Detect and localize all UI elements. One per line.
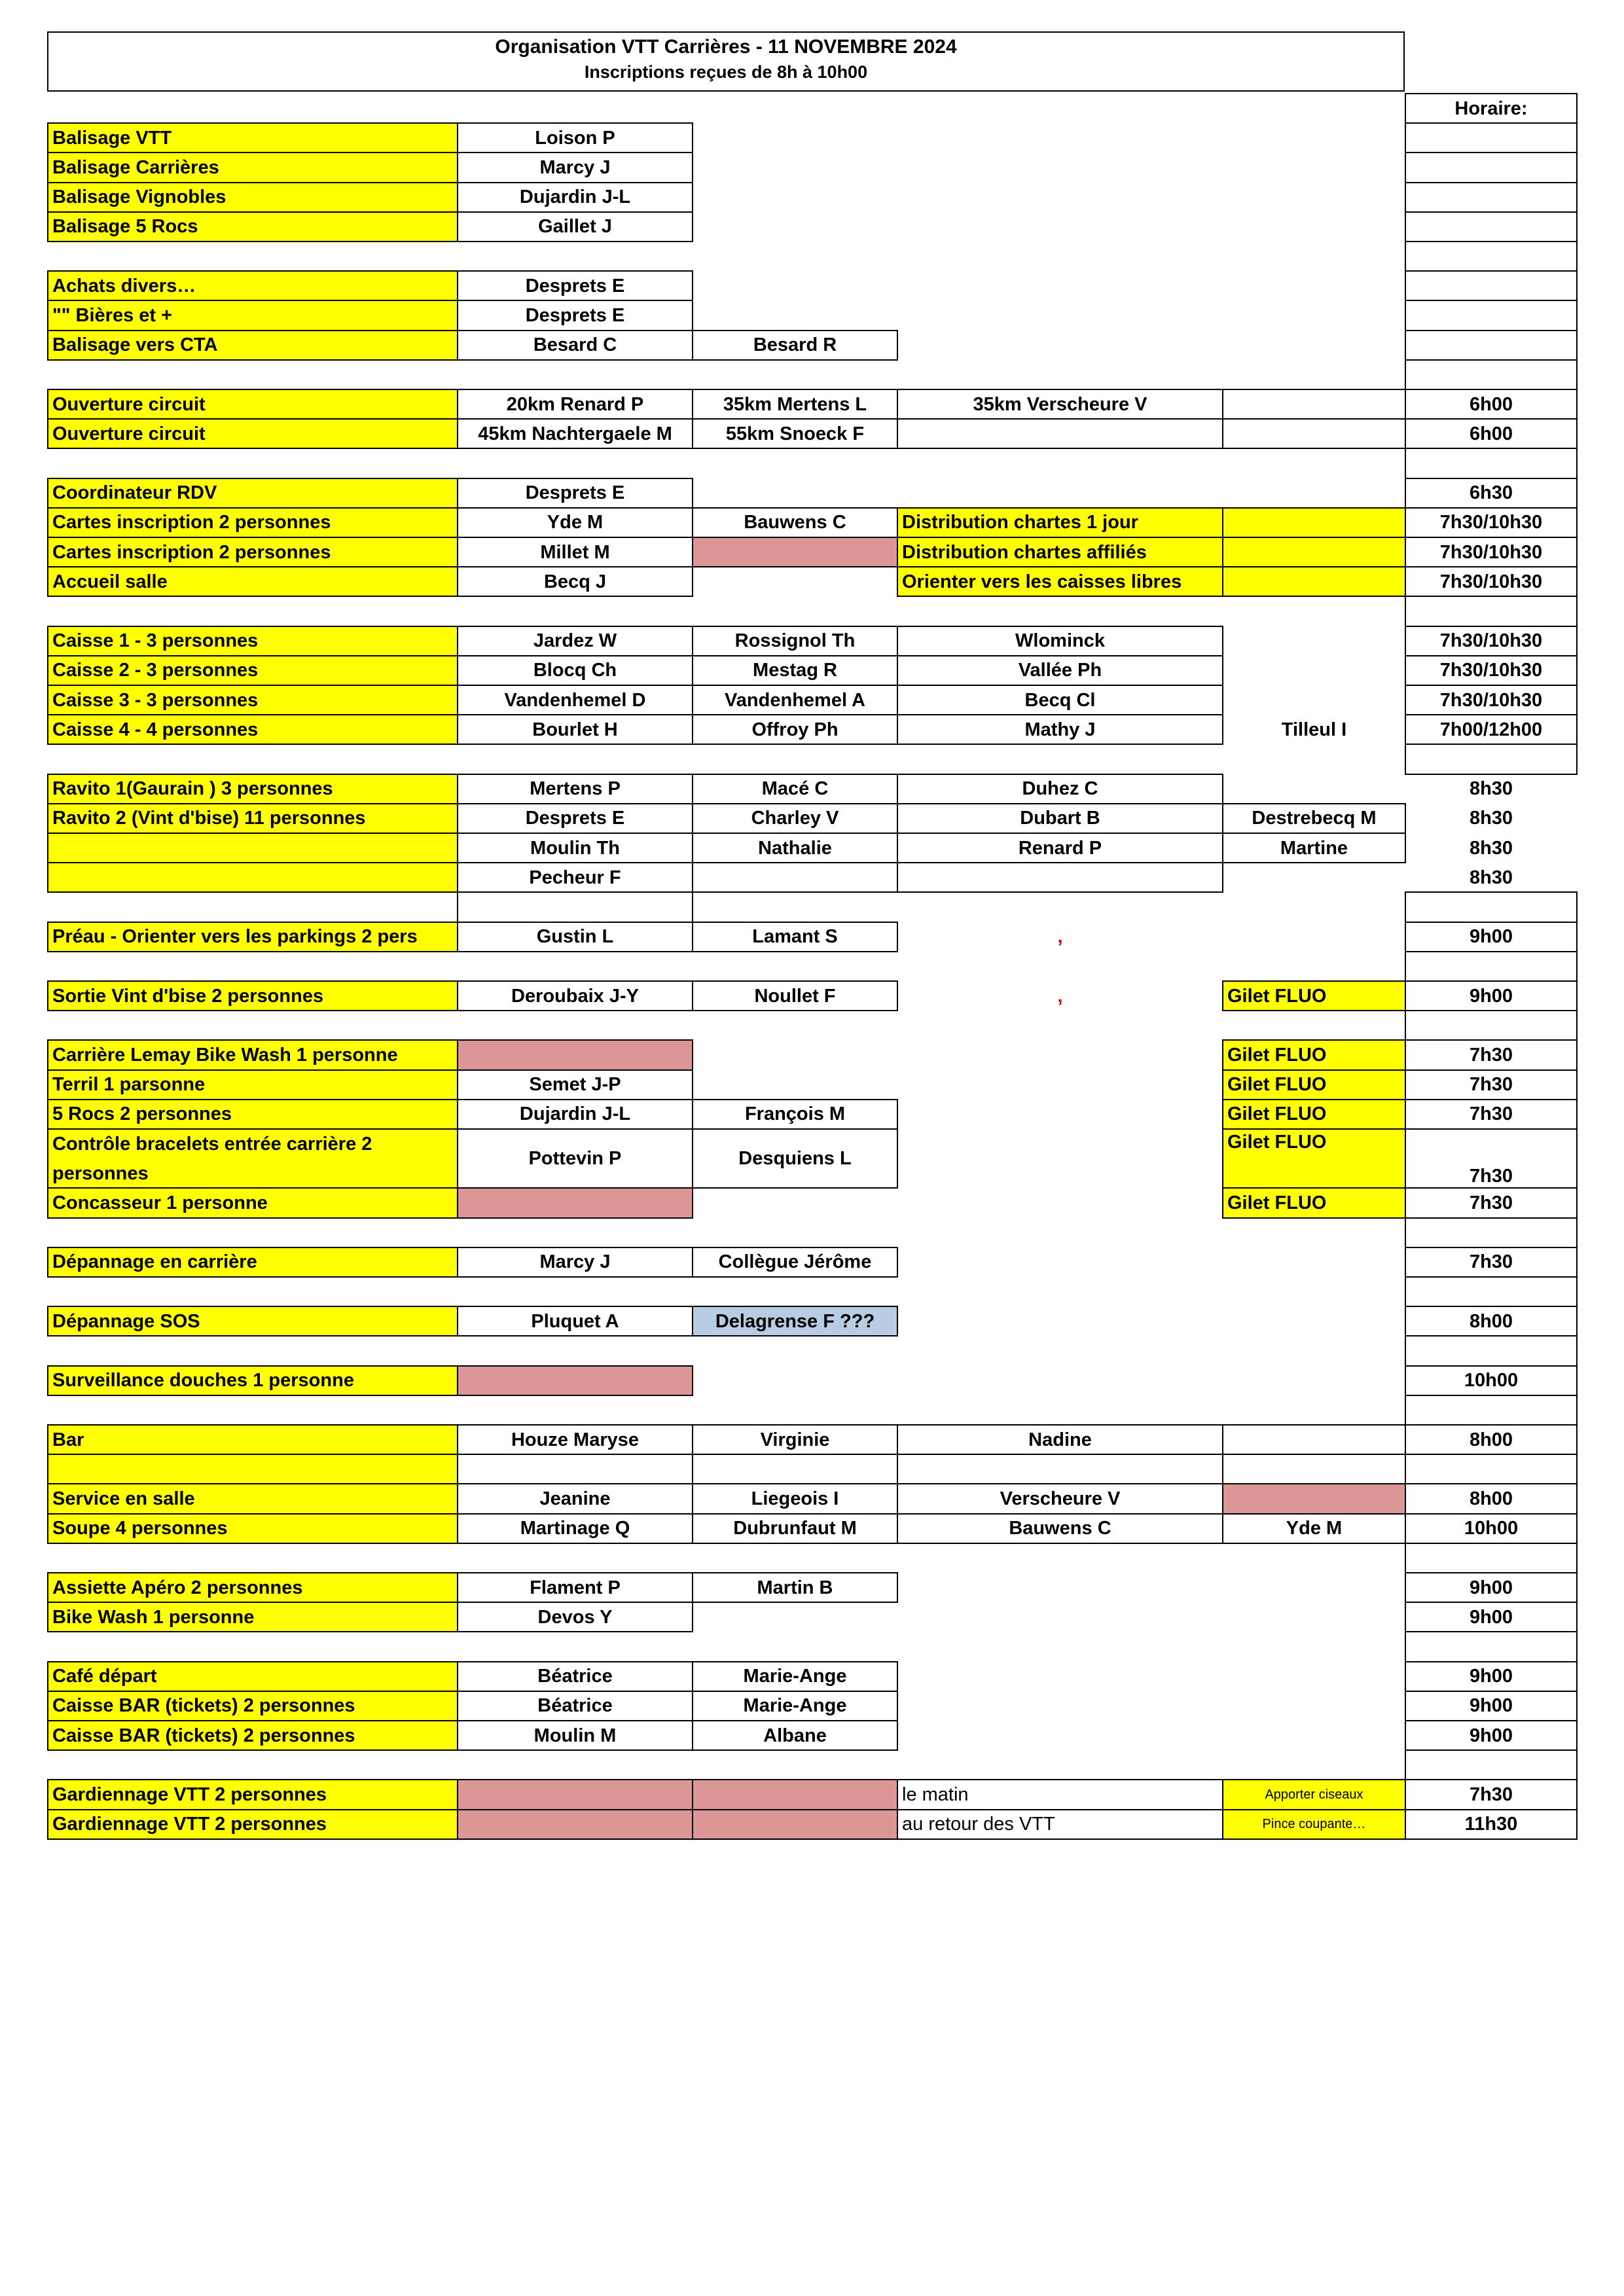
cell-horaire: 9h00 bbox=[1405, 922, 1578, 952]
cell-person-2: Besard R bbox=[692, 330, 898, 361]
cell-role: Concasseur 1 personne bbox=[47, 1187, 458, 1218]
cell-person-1: Martinage Q bbox=[457, 1513, 693, 1544]
cell-person-2: Mestag R bbox=[692, 655, 898, 686]
cell-person-1: Pluquet A bbox=[457, 1306, 693, 1336]
cell-person-1: Pecheur F bbox=[457, 862, 693, 893]
cell-person-1: Vandenhemel D bbox=[457, 685, 693, 715]
cell-horaire bbox=[1405, 744, 1578, 774]
cell-person-2: Charley V bbox=[692, 803, 898, 834]
cell-person-1: Bourlet H bbox=[457, 714, 693, 745]
cell-horaire bbox=[1405, 1543, 1578, 1573]
cell-person-2 bbox=[692, 1454, 898, 1484]
cell-horaire: 7h30/10h30 bbox=[1405, 685, 1578, 715]
cell-role: Bike Wash 1 personne bbox=[47, 1602, 458, 1632]
cell-horaire: 6h00 bbox=[1405, 418, 1578, 449]
cell-role: Balisage Carrières bbox=[47, 152, 458, 183]
cell-horaire bbox=[1405, 891, 1578, 922]
cell-role: Caisse 3 - 3 personnes bbox=[47, 685, 458, 715]
cell-person-4 bbox=[1222, 418, 1406, 449]
cell-person-1: Semet J-P bbox=[457, 1069, 693, 1100]
cell-person-1: 20km Renard P bbox=[457, 389, 693, 420]
cell-horaire: 7h30 bbox=[1405, 1069, 1578, 1100]
cell-person-3: , bbox=[1057, 985, 1063, 1007]
cell-person-1: Jardez W bbox=[457, 626, 693, 656]
cell-role: Ravito 1(Gaurain ) 3 personnes bbox=[47, 774, 458, 804]
cell-person-2: Nathalie bbox=[692, 833, 898, 863]
cell-horaire: 7h30 bbox=[1405, 1187, 1578, 1218]
cell-person-1 bbox=[457, 1187, 693, 1218]
cell-horaire: 8h00 bbox=[1405, 1424, 1578, 1455]
cell-horaire: 7h30 bbox=[1405, 1039, 1578, 1070]
cell-person-2: Offroy Ph bbox=[692, 714, 898, 745]
cell-person-2: Liegeois I bbox=[692, 1483, 898, 1514]
cell-horaire: 8h00 bbox=[1405, 1483, 1578, 1514]
cell-horaire bbox=[1405, 1276, 1578, 1307]
cell-horaire: 7h30 bbox=[1405, 1099, 1578, 1130]
page-title: Organisation VTT Carrières - 11 NOVEMBRE 2024 bbox=[495, 36, 957, 58]
cell-person-1: Desprets E bbox=[457, 300, 693, 331]
cell-role: Caisse 2 - 3 personnes bbox=[47, 655, 458, 686]
cell-person-1: Loison P bbox=[457, 122, 693, 153]
cell-role: Coordinateur RDV bbox=[47, 478, 458, 509]
cell-role: Ouverture circuit bbox=[47, 418, 458, 449]
cell-horaire bbox=[1405, 241, 1578, 272]
cell-horaire: 10h00 bbox=[1405, 1513, 1578, 1544]
cell-horaire bbox=[1405, 211, 1578, 242]
cell-person-4 bbox=[1222, 1424, 1406, 1455]
cell-role: Balisage Vignobles bbox=[47, 182, 458, 213]
cell-person-2: Macé C bbox=[692, 774, 898, 804]
cell-person-3: Dubart B bbox=[897, 803, 1223, 834]
cell-person-1: Desprets E bbox=[457, 803, 693, 834]
cell-person-3: 35km Verscheure V bbox=[897, 389, 1223, 420]
cell-person-4: Gilet FLUO bbox=[1222, 1039, 1406, 1070]
cell-role: Accueil salle bbox=[47, 566, 458, 597]
cell-horaire: 6h00 bbox=[1405, 389, 1578, 420]
cell-person-2: Marie-Ange bbox=[692, 1661, 898, 1692]
cell-person-1 bbox=[457, 1779, 693, 1810]
cell-horaire bbox=[1405, 1631, 1578, 1662]
cell-person-1: Béatrice bbox=[457, 1691, 693, 1721]
cell-person-4: Apporter ciseaux bbox=[1222, 1779, 1406, 1810]
cell-role: Service en salle bbox=[47, 1483, 458, 1514]
cell-horaire bbox=[1405, 1010, 1578, 1041]
page-subtitle: Inscriptions reçues de 8h à 10h00 bbox=[584, 62, 868, 82]
cell-role: Gardiennage VTT 2 personnes bbox=[47, 1779, 458, 1810]
cell-role: Balisage VTT bbox=[47, 122, 458, 153]
cell-role: Cartes inscription 2 personnes bbox=[47, 537, 458, 567]
cell-person-1: Béatrice bbox=[457, 1661, 693, 1692]
cell-person-1 bbox=[457, 1809, 693, 1840]
cell-person-4: Yde M bbox=[1222, 1513, 1406, 1544]
cell-person-2: François M bbox=[692, 1099, 898, 1130]
cell-horaire bbox=[1405, 359, 1578, 390]
cell-person-3: au retour des VTT bbox=[897, 1809, 1223, 1840]
cell-horaire: 8h30 bbox=[1469, 867, 1513, 888]
cell-horaire: 9h00 bbox=[1405, 1720, 1578, 1751]
cell-person-2 bbox=[692, 862, 898, 893]
cell-person-1: Millet M bbox=[457, 537, 693, 567]
cell-horaire: 7h30/10h30 bbox=[1405, 655, 1578, 686]
cell-person-1: Deroubaix J-Y bbox=[457, 980, 693, 1011]
cell-person-2: 55km Snoeck F bbox=[692, 418, 898, 449]
cell-person-2: Desquiens L bbox=[692, 1128, 898, 1189]
cell-horaire: 9h00 bbox=[1405, 980, 1578, 1011]
cell-person-2: Collègue Jérôme bbox=[692, 1247, 898, 1278]
cell-person-3: Verscheure V bbox=[897, 1483, 1223, 1514]
cell-horaire: 7h30 bbox=[1405, 1779, 1578, 1810]
cell-person-3: Bauwens C bbox=[897, 1513, 1223, 1544]
cell-person-1: Jeanine bbox=[457, 1483, 693, 1514]
cell-person-2: Albane bbox=[692, 1720, 898, 1751]
cell-person-4: Pince coupante… bbox=[1222, 1809, 1406, 1840]
cell-person-3: Mathy J bbox=[897, 714, 1223, 745]
cell-person-1: Moulin Th bbox=[457, 833, 693, 863]
cell-person-1: Yde M bbox=[457, 507, 693, 538]
cell-horaire bbox=[1405, 122, 1578, 153]
cell-role: Surveillance douches 1 personne bbox=[47, 1365, 458, 1396]
cell-role: Dépannage SOS bbox=[47, 1306, 458, 1336]
cell-person-2 bbox=[692, 1779, 898, 1810]
cell-person-1 bbox=[457, 1365, 693, 1396]
cell-horaire: 8h30 bbox=[1469, 808, 1513, 829]
cell-role: Assiette Apéro 2 personnes bbox=[47, 1572, 458, 1603]
cell-horaire: 7h00/12h00 bbox=[1405, 714, 1578, 745]
cell-person-4 bbox=[1222, 566, 1406, 597]
cell-horaire bbox=[1405, 270, 1578, 301]
cell-role: Balisage 5 Rocs bbox=[47, 211, 458, 242]
cell-person-2: Virginie bbox=[692, 1424, 898, 1455]
cell-role: Caisse 1 - 3 personnes bbox=[47, 626, 458, 656]
cell-person-1: Pottevin P bbox=[457, 1128, 693, 1189]
cell-person-3: Wlominck bbox=[897, 626, 1223, 656]
cell-horaire: 8h00 bbox=[1405, 1306, 1578, 1336]
cell-horaire: 9h00 bbox=[1405, 1691, 1578, 1721]
cell-role bbox=[47, 833, 458, 863]
cell-person-2: Rossignol Th bbox=[692, 626, 898, 656]
cell-person-4 bbox=[1222, 1454, 1406, 1484]
cell-person-1 bbox=[457, 891, 693, 922]
cell-person-1: Devos Y bbox=[457, 1602, 693, 1632]
cell-person-3: Renard P bbox=[897, 833, 1223, 863]
cell-person-1: Gaillet J bbox=[457, 211, 693, 242]
cell-person-1: Marcy J bbox=[457, 1247, 693, 1278]
horaire-header: Horaire: bbox=[1405, 93, 1578, 124]
cell-person-3: Orienter vers les caisses libres bbox=[897, 566, 1223, 597]
cell-role: Ravito 2 (Vint d'bise) 11 personnes bbox=[47, 803, 458, 834]
cell-role: Ouverture circuit bbox=[47, 389, 458, 420]
cell-person-4 bbox=[1222, 507, 1406, 538]
cell-horaire: 10h00 bbox=[1405, 1365, 1578, 1396]
cell-person-1: Flament P bbox=[457, 1572, 693, 1603]
cell-person-2: Bauwens C bbox=[692, 507, 898, 538]
cell-person-2: Lamant S bbox=[692, 922, 898, 952]
cell-role: Achats divers… bbox=[47, 270, 458, 301]
cell-role: Dépannage en carrière bbox=[47, 1247, 458, 1278]
cell-horaire: 9h00 bbox=[1405, 1602, 1578, 1632]
cell-person-1: Houze Maryse bbox=[457, 1424, 693, 1455]
cell-horaire: 7h30/10h30 bbox=[1405, 566, 1578, 597]
cell-horaire bbox=[1405, 1749, 1578, 1780]
cell-person-1: Besard C bbox=[457, 330, 693, 361]
cell-role: Balisage vers CTA bbox=[47, 330, 458, 361]
cell-horaire bbox=[1405, 1395, 1578, 1426]
cell-horaire: 11h30 bbox=[1405, 1809, 1578, 1840]
cell-person-2 bbox=[692, 537, 898, 567]
cell-role: Préau - Orienter vers les parkings 2 pers bbox=[47, 922, 458, 952]
cell-role: Gardiennage VTT 2 personnes bbox=[47, 1809, 458, 1840]
cell-person-1: Gustin L bbox=[457, 922, 693, 952]
cell-horaire: 7h30 bbox=[1405, 1128, 1578, 1189]
cell-person-1 bbox=[457, 1454, 693, 1484]
cell-horaire: 8h30 bbox=[1469, 778, 1513, 800]
cell-role: Caisse BAR (tickets) 2 personnes bbox=[47, 1691, 458, 1721]
cell-person-3 bbox=[897, 418, 1223, 449]
cell-person-3: Distribution chartes affiliés bbox=[897, 537, 1223, 567]
cell-person-4: Martine bbox=[1222, 833, 1406, 863]
cell-person-4: Gilet FLUO bbox=[1222, 980, 1406, 1011]
cell-person-4: Destrebecq M bbox=[1222, 803, 1406, 834]
cell-person-3: Becq Cl bbox=[897, 685, 1223, 715]
cell-horaire: 9h00 bbox=[1405, 1661, 1578, 1692]
cell-person-1: Becq J bbox=[457, 566, 693, 597]
cell-horaire: 7h30/10h30 bbox=[1405, 626, 1578, 656]
cell-horaire bbox=[1405, 1454, 1578, 1484]
cell-person-4: Gilet FLUO bbox=[1222, 1099, 1406, 1130]
cell-role bbox=[47, 862, 458, 893]
cell-person-2: Vandenhemel A bbox=[692, 685, 898, 715]
cell-horaire bbox=[1405, 951, 1578, 982]
cell-person-3: Duhez C bbox=[897, 774, 1223, 804]
cell-role: Cartes inscription 2 personnes bbox=[47, 507, 458, 538]
cell-horaire bbox=[1405, 1217, 1578, 1248]
cell-role: Contrôle bracelets entrée carrière 2 personnes bbox=[47, 1128, 458, 1189]
cell-role: Café départ bbox=[47, 1661, 458, 1692]
cell-person-1: Dujardin J-L bbox=[457, 1099, 693, 1130]
cell-person-4: Gilet FLUO bbox=[1222, 1187, 1406, 1218]
cell-horaire: 8h30 bbox=[1469, 837, 1513, 859]
cell-person-1: Mertens P bbox=[457, 774, 693, 804]
cell-person-1: Blocq Ch bbox=[457, 655, 693, 686]
cell-person-1 bbox=[457, 1039, 693, 1070]
cell-role: 5 Rocs 2 personnes bbox=[47, 1099, 458, 1130]
cell-person-4: Gilet FLUO bbox=[1222, 1069, 1406, 1100]
cell-person-4: Gilet FLUO bbox=[1222, 1128, 1406, 1189]
cell-horaire bbox=[1405, 1335, 1578, 1366]
cell-horaire bbox=[1405, 152, 1578, 183]
cell-role: Caisse BAR (tickets) 2 personnes bbox=[47, 1720, 458, 1751]
cell-person-2: 35km Mertens L bbox=[692, 389, 898, 420]
cell-person-1: Dujardin J-L bbox=[457, 182, 693, 213]
cell-horaire: 9h00 bbox=[1405, 1572, 1578, 1603]
cell-role: Carrière Lemay Bike Wash 1 personne bbox=[47, 1039, 458, 1070]
cell-person-4 bbox=[1222, 389, 1406, 420]
cell-person-3: Vallée Ph bbox=[897, 655, 1223, 686]
cell-person-2: Delagrense F ??? bbox=[692, 1306, 898, 1336]
cell-person-1: Desprets E bbox=[457, 270, 693, 301]
cell-role bbox=[47, 1454, 458, 1484]
cell-person-3 bbox=[897, 1454, 1223, 1484]
cell-person-3: Nadine bbox=[897, 1424, 1223, 1455]
cell-person-3: le matin bbox=[897, 1779, 1223, 1810]
cell-horaire bbox=[1405, 300, 1578, 331]
cell-person-4 bbox=[1222, 537, 1406, 567]
cell-horaire: 7h30/10h30 bbox=[1405, 537, 1578, 567]
cell-person-1: Marcy J bbox=[457, 152, 693, 183]
cell-horaire bbox=[1405, 330, 1578, 361]
cell-person-3 bbox=[897, 862, 1223, 893]
cell-person-2: Marie-Ange bbox=[692, 1691, 898, 1721]
cell-role: Soupe 4 personnes bbox=[47, 1513, 458, 1544]
cell-horaire bbox=[1405, 448, 1578, 478]
cell-person-2: Noullet F bbox=[692, 980, 898, 1011]
cell-horaire bbox=[1405, 596, 1578, 626]
cell-horaire: 7h30 bbox=[1405, 1247, 1578, 1278]
cell-horaire: 7h30/10h30 bbox=[1405, 507, 1578, 538]
cell-person-2: Martin B bbox=[692, 1572, 898, 1603]
cell-person-4: Tilleul I bbox=[1281, 719, 1347, 740]
cell-role: Caisse 4 - 4 personnes bbox=[47, 714, 458, 745]
cell-role: "" Bières et + bbox=[47, 300, 458, 331]
cell-role: Bar bbox=[47, 1424, 458, 1455]
cell-role: Sortie Vint d'bise 2 personnes bbox=[47, 980, 458, 1011]
cell-person-1: Moulin M bbox=[457, 1720, 693, 1751]
cell-horaire: 6h30 bbox=[1405, 478, 1578, 509]
cell-person-2 bbox=[692, 1809, 898, 1840]
cell-person-4 bbox=[1222, 1483, 1406, 1514]
cell-person-1: 45km Nachtergaele M bbox=[457, 418, 693, 449]
cell-person-2: Dubrunfaut M bbox=[692, 1513, 898, 1544]
cell-person-1: Desprets E bbox=[457, 478, 693, 509]
cell-person-3: Distribution chartes 1 jour bbox=[897, 507, 1223, 538]
cell-person-3: , bbox=[1057, 926, 1063, 948]
cell-horaire bbox=[1405, 182, 1578, 213]
cell-role: Terril 1 parsonne bbox=[47, 1069, 458, 1100]
